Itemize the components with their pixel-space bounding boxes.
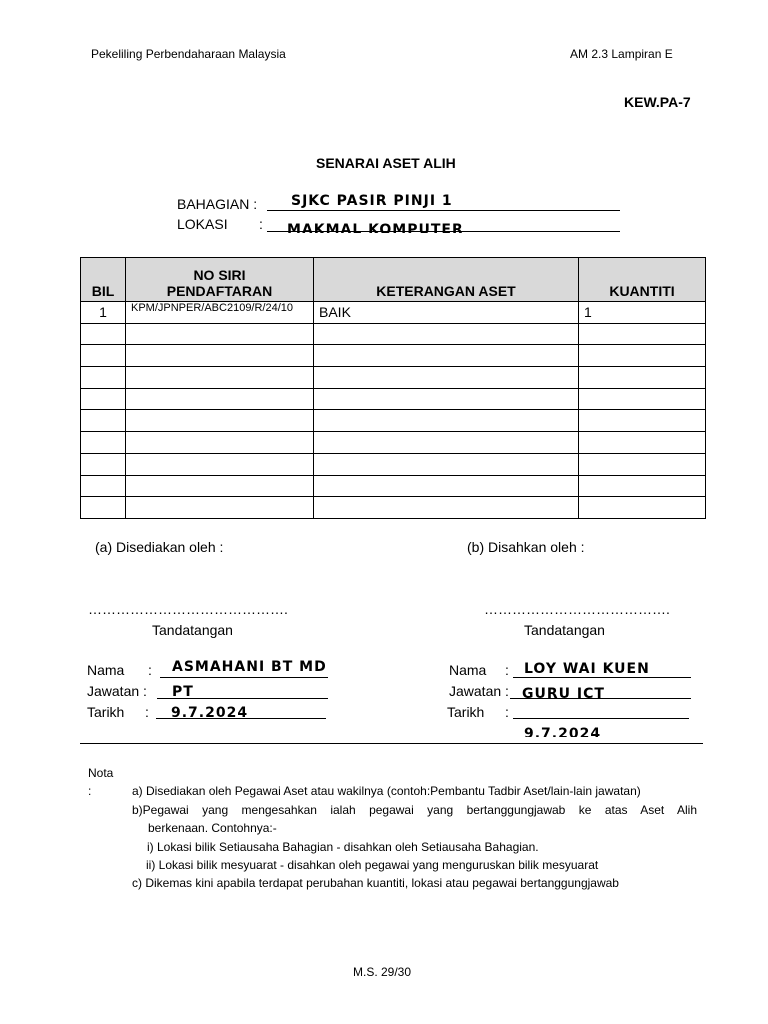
nota-b-ii: ii) Lokasi bilik mesyuarat - disahkan oleh pegawai yang menguruskan bilik mesyuarat	[146, 858, 599, 872]
cell-no-siri	[126, 410, 314, 432]
table-row	[81, 367, 706, 389]
jawatan-label-left: Jawatan :	[87, 683, 147, 699]
nota-label: Nota	[88, 766, 114, 780]
tarikh-label-right: Tarikh	[447, 704, 485, 720]
cell-bil	[81, 432, 126, 454]
cell-kuantiti	[579, 432, 706, 454]
cell-bil	[81, 388, 126, 410]
cell-keterangan	[314, 410, 579, 432]
nota-b-line2: berkenaan. Contohnya:-	[148, 821, 277, 835]
nama-label-right: Nama	[449, 662, 487, 678]
table-row	[81, 323, 706, 345]
col-header-kuantiti: KUANTITI	[579, 258, 706, 302]
nama-underline-left	[160, 677, 328, 678]
table-header-row	[81, 258, 706, 302]
cell-kuantiti: 1	[579, 302, 706, 324]
jawatan-value-right: GURU ICT	[522, 686, 605, 699]
nama-value-right: LOY WAI KUEN	[524, 661, 650, 675]
cell-keterangan	[314, 323, 579, 345]
cell-kuantiti	[579, 453, 706, 475]
tarikh-label-left: Tarikh	[87, 704, 125, 720]
signature-label-right: Tandatangan	[524, 622, 605, 638]
cell-kuantiti	[579, 388, 706, 410]
approved-by-label: (b) Disahkan oleh :	[467, 539, 585, 555]
cell-no-siri	[126, 388, 314, 410]
cell-kuantiti	[579, 367, 706, 389]
cell-bil	[81, 475, 126, 497]
table-row	[81, 410, 706, 432]
col-header-no-siri-line2: PENDAFTARAN	[166, 283, 273, 299]
cell-bil	[81, 345, 126, 367]
tarikh-colon-right: :	[505, 704, 509, 720]
header-right: AM 2.3 Lampiran E	[570, 47, 673, 61]
cell-kuantiti	[579, 410, 706, 432]
lokasi-label: LOKASI	[177, 216, 228, 232]
nota-colon: :	[88, 784, 92, 798]
cell-no-siri	[126, 497, 314, 519]
bahagian-label: BAHAGIAN :	[177, 196, 258, 212]
col-header-no-siri-line1: NO SIRI	[193, 267, 246, 283]
cell-keterangan	[314, 345, 579, 367]
cell-no-siri	[126, 367, 314, 389]
col-header-bil: BIL	[81, 258, 126, 302]
cell-keterangan	[314, 367, 579, 389]
nama-label-left: Nama	[87, 662, 125, 678]
nota-b-i: i) Lokasi bilik Setiausaha Bahagian - disahkan oleh Setiausaha Bahagian.	[147, 840, 539, 854]
cell-bil	[81, 497, 126, 519]
lokasi-underline	[267, 231, 620, 232]
tarikh-underline-left	[156, 718, 326, 719]
nota-a: a) Disediakan oleh Pegawai Aset atau wakilnya (contoh:Pembantu Tadbir Aset/lain-lain jawatan)	[132, 784, 641, 798]
col-header-keterangan: KETERANGAN ASET	[314, 258, 579, 302]
cell-bil	[81, 323, 126, 345]
tarikh-underline-right	[513, 718, 689, 719]
page-title: SENARAI ASET ALIH	[316, 155, 456, 171]
table-row	[81, 453, 706, 475]
bahagian-value: SJKC PASIR PINJI 1	[291, 193, 453, 208]
cell-no-siri	[126, 323, 314, 345]
nota-c: c) Dikemas kini apabila terdapat perubahan kuantiti, lokasi atau pegawai bertanggungjawab	[132, 876, 619, 890]
cell-no-siri: KPM/JPNPER/ABC2109/R/24/10	[126, 302, 314, 324]
cell-no-siri	[126, 345, 314, 367]
cell-kuantiti	[579, 497, 706, 519]
asset-table	[80, 257, 706, 519]
cell-no-siri	[126, 453, 314, 475]
cell-bil	[81, 367, 126, 389]
cell-keterangan	[314, 497, 579, 519]
jawatan-underline-left	[157, 698, 328, 699]
cell-keterangan	[314, 453, 579, 475]
nama-underline-right	[513, 677, 691, 678]
col-header-no-siri	[126, 258, 314, 302]
table-row	[81, 432, 706, 454]
cell-kuantiti	[579, 323, 706, 345]
cell-keterangan	[314, 388, 579, 410]
cell-keterangan	[314, 475, 579, 497]
cell-keterangan: BAIK	[314, 302, 579, 324]
tarikh-colon-left: :	[145, 704, 149, 720]
nama-colon-right: :	[505, 662, 509, 678]
prepared-by-label: (a) Disediakan oleh :	[95, 539, 224, 555]
jawatan-label-right: Jawatan :	[449, 683, 509, 699]
form-code: KEW.PA-7	[624, 94, 691, 110]
cell-bil	[81, 410, 126, 432]
nama-colon-left: :	[148, 662, 152, 678]
cell-kuantiti	[579, 345, 706, 367]
table-row	[81, 302, 706, 324]
cell-no-siri	[126, 475, 314, 497]
cell-keterangan	[314, 432, 579, 454]
lokasi-colon: :	[259, 216, 263, 232]
section-divider	[80, 743, 703, 744]
header-left: Pekeliling Perbendaharaan Malaysia	[91, 47, 286, 61]
signature-label-left: Tandatangan	[152, 622, 233, 638]
signature-dots-left: …………………………………….	[88, 601, 288, 617]
table-row	[81, 345, 706, 367]
page-number: M.S. 29/30	[353, 965, 412, 979]
lokasi-value: MAKMAL KOMPUTER	[287, 222, 464, 233]
cell-no-siri	[126, 432, 314, 454]
cell-bil	[81, 453, 126, 475]
signature-dots-right: ………………………………….	[484, 601, 670, 617]
tarikh-value-left: 9.7.2024	[171, 705, 249, 718]
nama-value-left: ASMAHANI BT MD	[172, 659, 327, 673]
nota-b-line1: b)Pegawai yang mengesahkan ialah pegawai yang bertanggungjawab ke atas Aset Alih	[132, 803, 697, 817]
cell-kuantiti	[579, 475, 706, 497]
table-row	[81, 497, 706, 519]
table-row	[81, 388, 706, 410]
jawatan-underline-right	[510, 698, 691, 699]
cell-bil: 1	[81, 302, 126, 324]
bahagian-underline	[267, 210, 620, 211]
tarikh-value-right: 9.7.2024	[524, 726, 602, 737]
table-row	[81, 475, 706, 497]
jawatan-value-left: PT	[172, 684, 194, 698]
